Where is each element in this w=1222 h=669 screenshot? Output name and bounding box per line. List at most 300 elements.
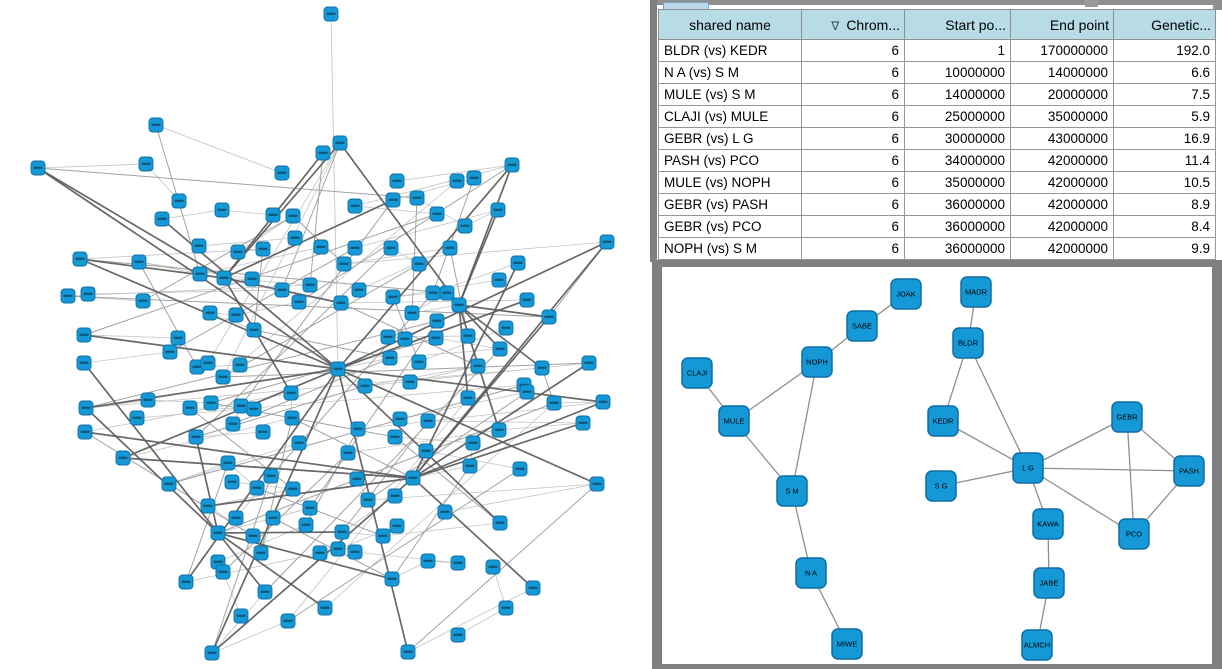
network-node[interactable] (526, 581, 540, 595)
cell-value[interactable]: 10000000 (905, 62, 1011, 84)
node-label-smudge (152, 124, 161, 126)
node-label-smudge (454, 634, 463, 636)
network-node[interactable] (576, 416, 590, 430)
network-node[interactable] (466, 436, 480, 450)
genetics-table (658, 9, 1216, 260)
panel-divider[interactable] (650, 0, 657, 262)
node-label-smudge (237, 615, 246, 617)
network-node[interactable] (847, 311, 877, 341)
cell-value[interactable]: 7.5 (1114, 84, 1216, 106)
network-node[interactable] (217, 271, 231, 285)
cell-value[interactable]: 170000000 (1011, 40, 1114, 62)
cell-shared-name[interactable]: BLDR (vs) KEDR (659, 40, 802, 62)
network-node[interactable] (499, 321, 513, 335)
cell-value[interactable]: 6.6 (1114, 62, 1216, 84)
network-node[interactable] (201, 356, 215, 370)
network-node[interactable] (461, 329, 475, 343)
table-row[interactable] (659, 216, 1216, 238)
network-node[interactable] (288, 231, 302, 245)
network-node[interactable] (155, 212, 169, 226)
node-label-smudge (404, 651, 413, 653)
table-row[interactable] (659, 238, 1216, 260)
network-node[interactable] (204, 396, 218, 410)
cell-shared-name[interactable]: GEBR (vs) PASH (659, 194, 802, 216)
network-node[interactable] (390, 519, 404, 533)
cell-value[interactable]: 6 (802, 40, 905, 62)
network-node[interactable] (350, 472, 364, 486)
table-row[interactable] (659, 194, 1216, 216)
network-node[interactable] (376, 529, 390, 543)
column-header[interactable]: ∇ Chrom... (802, 10, 905, 40)
cell-value[interactable]: 42000000 (1011, 216, 1114, 238)
network-node[interactable] (398, 332, 412, 346)
cell-value[interactable]: 9.9 (1114, 238, 1216, 260)
network-node[interactable] (313, 546, 327, 560)
network-node[interactable] (201, 499, 215, 513)
network-node[interactable] (215, 203, 229, 217)
node-label-smudge (396, 418, 405, 420)
network-node[interactable] (410, 191, 424, 205)
network-node[interactable] (596, 395, 610, 409)
network-node[interactable] (1033, 509, 1063, 539)
network-node[interactable] (266, 208, 280, 222)
cell-shared-name[interactable]: NOPH (vs) S M (659, 238, 802, 260)
network-node[interactable] (451, 556, 465, 570)
network-node[interactable] (386, 193, 400, 207)
network-node[interactable] (419, 444, 433, 458)
network-node[interactable] (891, 279, 921, 309)
network-node[interactable] (275, 166, 289, 180)
cell-value[interactable]: 42000000 (1011, 238, 1114, 260)
network-edge (433, 178, 474, 293)
network-node[interactable] (491, 203, 505, 217)
table-row[interactable] (659, 106, 1216, 128)
network-node[interactable] (777, 476, 807, 506)
network-node[interactable] (256, 425, 270, 439)
cell-value[interactable]: 42000000 (1011, 194, 1114, 216)
network-node[interactable] (73, 252, 87, 266)
network-node[interactable] (412, 355, 426, 369)
table-row[interactable] (659, 40, 1216, 62)
cell-shared-name[interactable]: GEBR (vs) PCO (659, 216, 802, 238)
network-node[interactable] (463, 459, 477, 473)
network-node[interactable] (429, 331, 443, 345)
network-node[interactable] (426, 286, 440, 300)
node-label-smudge (466, 465, 475, 467)
column-header[interactable]: End point (1011, 10, 1114, 40)
network-node[interactable] (216, 565, 230, 579)
network-node[interactable] (513, 462, 527, 476)
network-node[interactable] (406, 471, 420, 485)
network-node[interactable] (136, 294, 150, 308)
cell-value[interactable]: 43000000 (1011, 128, 1114, 150)
node-label-smudge (175, 200, 184, 202)
network-node[interactable] (324, 7, 338, 21)
node-label-smudge (384, 336, 393, 338)
node-label-smudge (257, 552, 266, 554)
cell-value[interactable]: 16.9 (1114, 128, 1216, 150)
cell-value[interactable]: 8.4 (1114, 216, 1216, 238)
cell-value[interactable]: 6 (802, 62, 905, 84)
network-node[interactable] (682, 358, 712, 388)
network-node[interactable] (600, 235, 614, 249)
cell-value[interactable]: 5.9 (1114, 106, 1216, 128)
network-node[interactable] (348, 545, 362, 559)
cell-shared-name[interactable]: CLAJI (vs) MULE (659, 106, 802, 128)
network-node[interactable] (421, 414, 435, 428)
network-node[interactable] (1022, 630, 1052, 660)
network-node[interactable] (535, 361, 549, 375)
cell-value[interactable]: 10.5 (1114, 172, 1216, 194)
node-label-smudge (545, 316, 554, 318)
network-node[interactable] (229, 308, 243, 322)
cell-value[interactable]: 6 (802, 172, 905, 194)
network-node[interactable] (348, 199, 362, 213)
cell-value[interactable]: 42000000 (1011, 150, 1114, 172)
node-label-smudge (401, 338, 410, 340)
network-node[interactable] (286, 482, 300, 496)
network-node[interactable] (77, 356, 91, 370)
network-node[interactable] (341, 446, 355, 460)
network-node[interactable] (303, 501, 317, 515)
node-label-smudge (454, 562, 463, 564)
network-node[interactable] (443, 241, 457, 255)
cell-value[interactable]: 30000000 (905, 128, 1011, 150)
network-node[interactable] (388, 430, 402, 444)
network-node[interactable] (234, 399, 248, 413)
network-node[interactable] (247, 323, 261, 337)
network-node[interactable] (229, 511, 243, 525)
network-node[interactable] (132, 255, 146, 269)
node-label-smudge (495, 279, 504, 281)
network-node[interactable] (486, 560, 500, 574)
network-node[interactable] (192, 239, 206, 253)
table-row[interactable] (659, 150, 1216, 172)
network-node[interactable] (231, 245, 245, 259)
network-node[interactable] (183, 401, 197, 415)
network-node[interactable] (388, 489, 402, 503)
network-node[interactable] (832, 629, 862, 659)
node-label-smudge (261, 591, 270, 593)
network-node[interactable] (335, 525, 349, 539)
edge-table-panel (657, 0, 1222, 262)
network-node[interactable] (78, 425, 92, 439)
cell-value[interactable]: 14000000 (1011, 62, 1114, 84)
network-node[interactable] (348, 241, 362, 255)
network-node[interactable] (205, 646, 219, 660)
network-node[interactable] (582, 356, 596, 370)
network-node[interactable] (299, 518, 313, 532)
network-node[interactable] (331, 362, 345, 376)
network-node[interactable] (405, 306, 419, 320)
cell-value[interactable]: 6 (802, 150, 905, 172)
network-node[interactable] (285, 411, 299, 425)
network-node[interactable] (226, 417, 240, 431)
network-node[interactable] (381, 330, 395, 344)
node-label-smudge (34, 167, 43, 169)
network-node[interactable] (266, 511, 280, 525)
node-label-smudge (289, 488, 298, 490)
cell-value[interactable]: 6 (802, 106, 905, 128)
network-node[interactable] (331, 542, 345, 556)
network-node[interactable] (1174, 456, 1204, 486)
node-label-smudge (495, 429, 504, 431)
node-label-smudge (461, 225, 470, 227)
node-label-smudge (186, 407, 195, 409)
network-node[interactable] (452, 298, 466, 312)
network-node[interactable] (163, 345, 177, 359)
network-node[interactable] (796, 558, 826, 588)
network-node[interactable] (254, 546, 268, 560)
network-node[interactable] (412, 257, 426, 271)
network-edge (355, 210, 498, 248)
network-node[interactable] (116, 451, 130, 465)
network-node[interactable] (284, 386, 298, 400)
network-node[interactable] (430, 314, 444, 328)
node-label-smudge (237, 405, 246, 407)
cell-shared-name[interactable]: N A (vs) S M (659, 62, 802, 84)
network-node[interactable] (401, 645, 415, 659)
network-node[interactable] (245, 272, 259, 286)
column-header[interactable]: Genetic... (1114, 10, 1216, 40)
node-label-smudge (514, 262, 523, 264)
network-node[interactable] (337, 257, 351, 271)
node-label-smudge (165, 483, 174, 485)
network-node[interactable] (953, 328, 983, 358)
network-node[interactable] (461, 391, 475, 405)
network-node[interactable] (189, 430, 203, 444)
network-node[interactable] (172, 194, 186, 208)
node-label: MIWE (836, 639, 858, 649)
network-node[interactable] (467, 171, 481, 185)
node-label-smudge (278, 289, 287, 291)
node-label-smudge (508, 164, 517, 166)
network-node[interactable] (162, 477, 176, 491)
filter-icon[interactable]: ∇ (831, 18, 840, 33)
node-label-smudge (538, 367, 547, 369)
network-node[interactable] (193, 267, 207, 281)
table-row[interactable] (659, 84, 1216, 106)
network-node[interactable] (216, 370, 230, 384)
network-node[interactable] (203, 306, 217, 320)
node-label-smudge (353, 478, 362, 480)
network-node[interactable] (141, 393, 155, 407)
network-node[interactable] (440, 286, 454, 300)
cell-value[interactable]: 36000000 (905, 216, 1011, 238)
network-node[interactable] (361, 493, 375, 507)
node-label-smudge (196, 273, 205, 275)
node-label: PASH (1179, 466, 1199, 476)
cell-shared-name[interactable]: GEBR (vs) L G (659, 128, 802, 150)
network-node[interactable] (234, 609, 248, 623)
network-node[interactable] (250, 481, 264, 495)
cell-value[interactable]: 192.0 (1114, 40, 1216, 62)
network-node[interactable] (61, 289, 75, 303)
network-node[interactable] (590, 477, 604, 491)
node-label-smudge (389, 296, 398, 298)
table-row[interactable] (659, 62, 1216, 84)
cell-value[interactable]: 6 (802, 194, 905, 216)
network-node[interactable] (926, 471, 956, 501)
cell-value[interactable]: 6 (802, 216, 905, 238)
network-node[interactable] (292, 295, 306, 309)
network-node[interactable] (1013, 453, 1043, 483)
network-node[interactable] (383, 351, 397, 365)
network-node[interactable] (351, 422, 365, 436)
node-label: ALMCH (1023, 640, 1051, 650)
node-label-smudge (441, 511, 450, 513)
network-node[interactable] (928, 406, 958, 436)
cell-value[interactable]: 20000000 (1011, 84, 1114, 106)
network-node[interactable] (264, 469, 278, 483)
node-label-smudge (250, 329, 259, 331)
network-node[interactable] (149, 118, 163, 132)
network-node[interactable] (511, 256, 525, 270)
network-node[interactable] (1119, 519, 1149, 549)
network-edge (792, 362, 817, 491)
network-node[interactable] (358, 379, 372, 393)
network-node[interactable] (233, 358, 247, 372)
table-row[interactable] (659, 128, 1216, 150)
network-node[interactable] (303, 278, 317, 292)
network-node[interactable] (438, 505, 452, 519)
table-header (659, 10, 1216, 40)
network-node[interactable] (171, 331, 185, 345)
network-node[interactable] (77, 328, 91, 342)
network-node[interactable] (384, 241, 398, 255)
network-node[interactable] (316, 146, 330, 160)
network-node[interactable] (520, 385, 534, 399)
network-node[interactable] (256, 242, 270, 256)
cell-shared-name[interactable]: MULE (vs) S M (659, 84, 802, 106)
node-label-smudge (64, 295, 73, 297)
node-label-smudge (334, 548, 343, 550)
network-node[interactable] (421, 554, 435, 568)
network-node[interactable] (451, 628, 465, 642)
network-node[interactable] (81, 287, 95, 301)
node-label-smudge (208, 652, 217, 654)
network-node[interactable] (458, 219, 472, 233)
node-label-smudge (338, 531, 347, 533)
network-node[interactable] (246, 529, 260, 543)
network-node[interactable] (79, 401, 93, 415)
network-node[interactable] (258, 585, 272, 599)
network-node[interactable] (225, 475, 239, 489)
network-node[interactable] (286, 209, 300, 223)
network-node[interactable] (1034, 568, 1064, 598)
network-node[interactable] (247, 402, 261, 416)
node-label-smudge (204, 505, 213, 507)
network-node[interactable] (31, 161, 45, 175)
node-label: JABE (1039, 578, 1059, 588)
network-node[interactable] (292, 436, 306, 450)
network-node[interactable] (221, 456, 235, 470)
network-node[interactable] (275, 283, 289, 297)
network-node[interactable] (492, 423, 506, 437)
cell-value[interactable]: 42000000 (1011, 172, 1114, 194)
cell-value[interactable]: 11.4 (1114, 150, 1216, 172)
network-node[interactable] (1112, 402, 1142, 432)
cell-value[interactable]: 14000000 (905, 84, 1011, 106)
network-node[interactable] (961, 277, 991, 307)
cell-value[interactable]: 6 (802, 84, 905, 106)
network-node[interactable] (505, 158, 519, 172)
column-header[interactable]: Start po... (905, 10, 1011, 40)
network-node[interactable] (211, 526, 225, 540)
cell-value[interactable]: 8.9 (1114, 194, 1216, 216)
cell-value[interactable]: 25000000 (905, 106, 1011, 128)
network-node[interactable] (390, 174, 404, 188)
network-node[interactable] (318, 601, 332, 615)
network-node[interactable] (493, 516, 507, 530)
network-node[interactable] (520, 293, 534, 307)
network-node[interactable] (385, 572, 399, 586)
node-label-smudge (204, 362, 213, 364)
node-label-smudge (135, 261, 144, 263)
node-label: CLAJI (686, 368, 708, 378)
cell-value[interactable]: 6 (802, 238, 905, 260)
node-label-smudge (579, 422, 588, 424)
network-node[interactable] (499, 601, 513, 615)
node-label: SABE (851, 321, 873, 331)
network-node[interactable] (281, 614, 295, 628)
cell-shared-name[interactable]: PASH (vs) PCO (659, 150, 802, 172)
node-label-smudge (386, 357, 395, 359)
network-node[interactable] (471, 359, 485, 373)
cell-value[interactable]: 34000000 (905, 150, 1011, 172)
column-header[interactable]: shared name (659, 10, 802, 40)
node-label: KEDR (932, 416, 954, 426)
network-node[interactable] (139, 157, 153, 171)
node-label-smudge (295, 442, 304, 444)
node-label-smudge (599, 401, 608, 403)
node-label-smudge (496, 522, 505, 524)
cell-value[interactable]: 36000000 (905, 194, 1011, 216)
network-node[interactable] (179, 575, 193, 589)
detail-network-panel[interactable] (652, 260, 1222, 669)
network-node[interactable] (333, 136, 347, 150)
network-node[interactable] (334, 296, 348, 310)
cell-value[interactable]: 36000000 (905, 238, 1011, 260)
network-node[interactable] (542, 310, 556, 324)
table-row[interactable] (659, 172, 1216, 194)
network-node[interactable] (430, 207, 444, 221)
node-label-smudge (344, 452, 353, 454)
network-node[interactable] (352, 283, 366, 297)
node-label-smudge (415, 263, 424, 265)
node-label-smudge (433, 213, 442, 215)
cell-value[interactable]: 35000000 (905, 172, 1011, 194)
network-node[interactable] (493, 342, 507, 356)
cell-value[interactable]: 35000000 (1011, 106, 1114, 128)
network-node[interactable] (450, 174, 464, 188)
cell-value[interactable]: 6 (802, 128, 905, 150)
network-node[interactable] (492, 273, 506, 287)
network-node[interactable] (393, 412, 407, 426)
node-label-smudge (206, 312, 215, 314)
network-node[interactable] (403, 375, 417, 389)
node-label: BLDR (957, 338, 979, 348)
cell-shared-name[interactable]: MULE (vs) NOPH (659, 172, 802, 194)
network-node[interactable] (130, 411, 144, 425)
node-label-smudge (228, 481, 237, 483)
network-node[interactable] (547, 396, 561, 410)
cell-value[interactable]: 1 (905, 40, 1011, 62)
network-node[interactable] (802, 347, 832, 377)
network-node[interactable] (314, 240, 328, 254)
network-node[interactable] (386, 290, 400, 304)
network-node[interactable] (719, 406, 749, 436)
